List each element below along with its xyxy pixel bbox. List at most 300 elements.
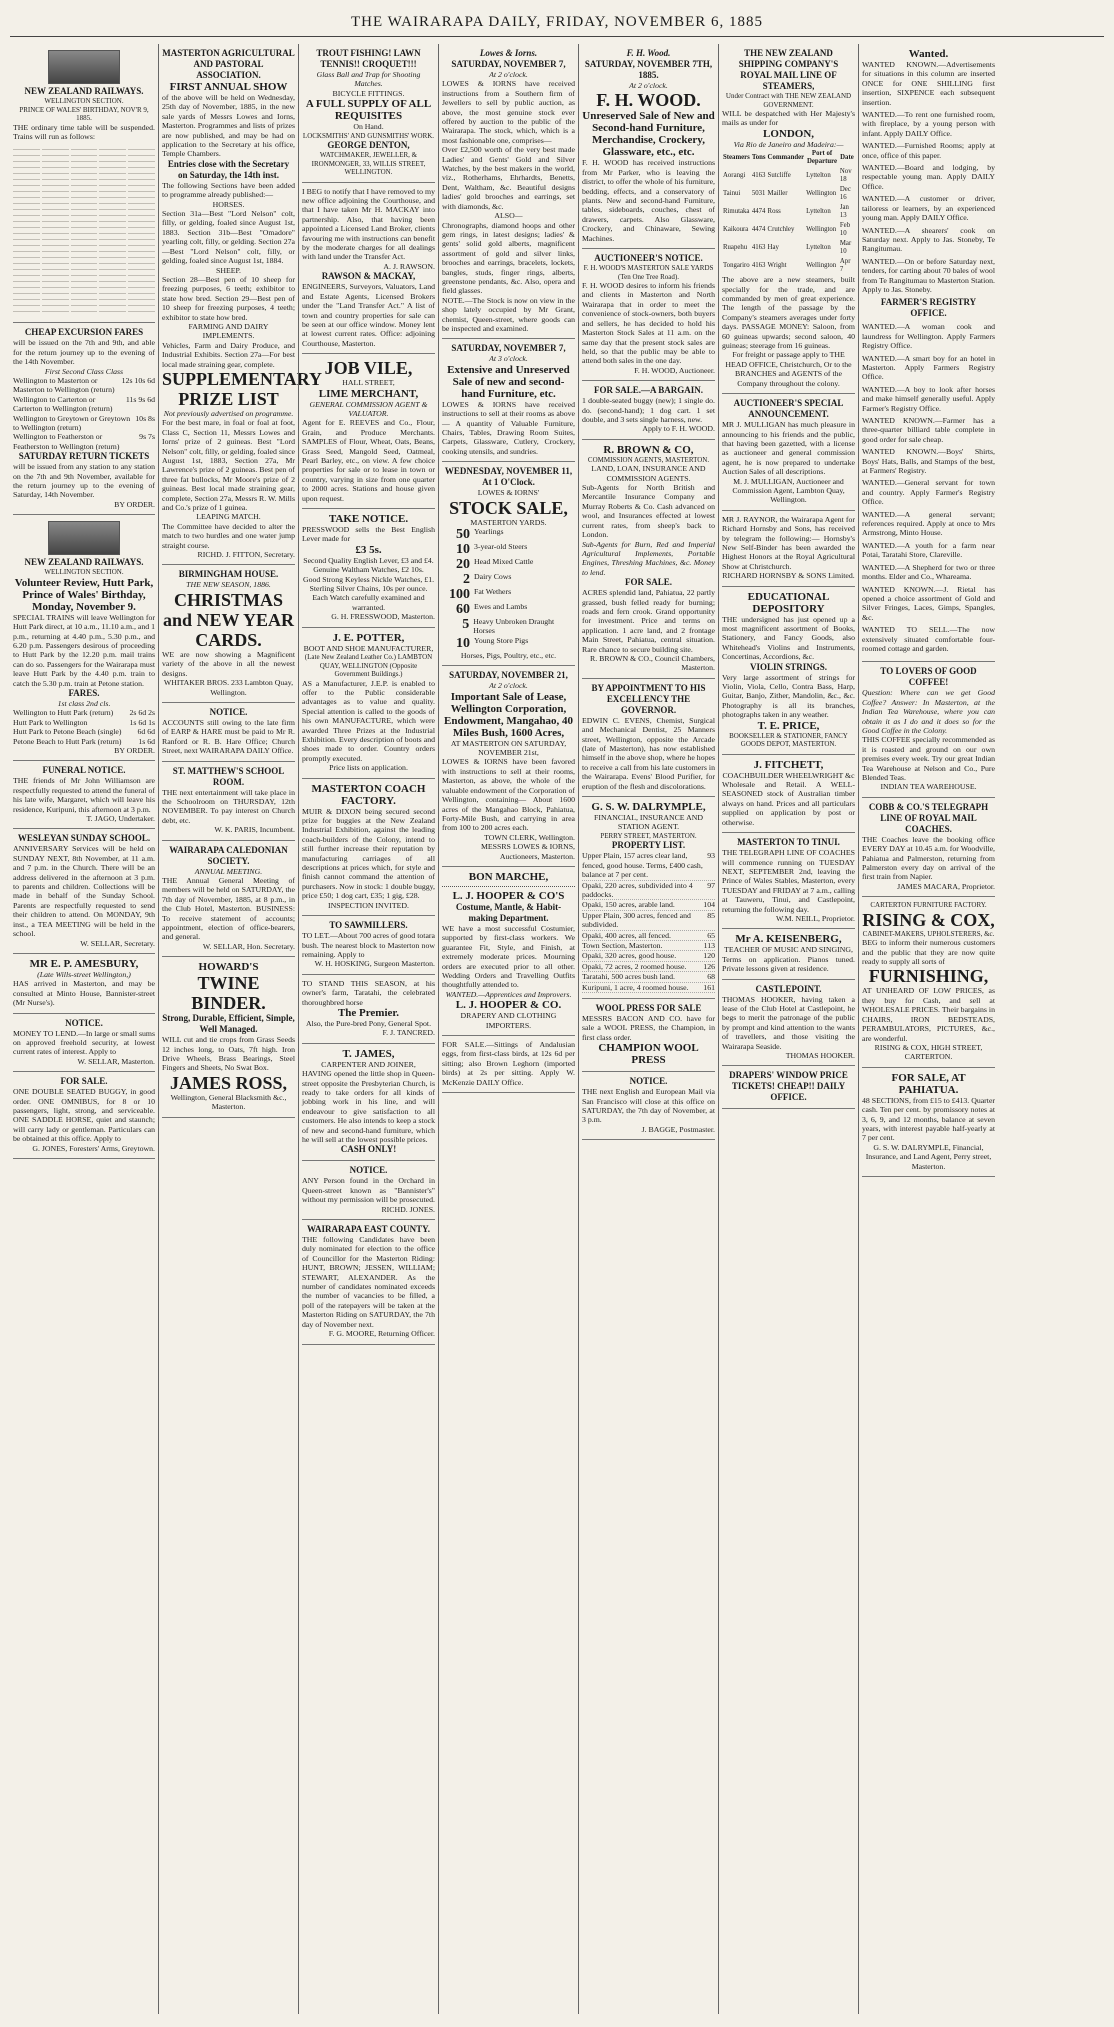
horses-title: HORSES.	[212, 199, 245, 209]
rising-sub: CABINET-MAKERS, UPHOLSTERERS, &c.	[862, 929, 995, 938]
amesbury-title: MR E. P. AMESBURY,	[29, 957, 139, 970]
excursion-text: will be issued on the 7th and 9th, and able for the return journey up to the evening of the 14th November.	[13, 338, 155, 367]
stock-row: 100 Fat Wethers	[449, 587, 512, 603]
note: NOTE.—The Stock is now on view in the shop lately occupied by Mr Grant, chemist, Queen-street, where goods can be inspected and examined.	[442, 295, 575, 333]
east-text: THE following Candidates have been duly nominated for election to the office of Councillor for the Masterton Riding: HUNT, BROWN; JESSEN, WILLIAM; STEWART, ALEXANDER. As the number of candidates nominated exceeds the number of vacancies to be filled, a poll of the ratepayers will be taken at the Masterton Riding on SATURDAY, the 7th day of November next.	[302, 1235, 435, 1329]
castlepoint-ad	[722, 980, 855, 1067]
lime-sub: GENERAL COMMISSION AGENT & VALUATOR.	[309, 399, 428, 418]
ext-title: Extensive and Unreserved Sale of new and second-hand Furniture, etc.	[447, 363, 570, 400]
mulligan-sign: M. J. MULLIGAN, Auctioneer and Commission Agent, Lambton Quay, Wellington.	[732, 476, 845, 505]
keisenberg-ad	[722, 929, 855, 979]
fare-header: First Second Class Class	[44, 366, 124, 376]
review-text: SPECIAL TRAINS will leave Wellington for Hutt Park direct, at 10 a.m., 11.10 a.m., and 1 p.m., returning at 4.40 p.m., 5.30 p.m., and 6.20 p.m. Passengers desirous of proceeding to Hutt Park by the 12.20 p.m. mail trains can do so. Passengers for the Wairarapa must leave Hutt Park by the 4.40 p.m. train to catch the 5.30 p.m. train at Petone station.	[13, 612, 155, 688]
lease-sub: AT MASTERTON ON SATURDAY, NOVEMBER 21st,	[450, 738, 567, 758]
rising-head: CARTERTON FURNITURE FACTORY.	[870, 901, 987, 910]
james-title: T. JAMES,	[342, 1047, 395, 1060]
twine-text: WILL cut and tie crops from Grass Seeds 12 inches long, to Oats, 7ft high. Iron Drive Wheels, Brass Bearings, Steel Fingers and Sheets, No Swat Box.	[162, 1035, 295, 1073]
london: LONDON,	[762, 127, 815, 140]
castle-text: THOMAS HOOKER, having taken a lease of the Club Hotel at Castlepoint, he begs to merit the patronage of the public by prompt and kind attention to the wants of travellers, and those visiting the Wairarapa Seaside.	[722, 994, 855, 1051]
castle-sign: THOMAS HOOKER.	[785, 1051, 855, 1060]
cobb-title: COBB & CO.'S TELEGRAPH LINE OF ROYAL MAIL COACHES.	[868, 801, 989, 834]
sheep-text: Section 28—Best pen of 10 sheep for freezing purposes, 6 teeth; exhibitor to state how bred. Section 29—Best pen of 10 sheep for freezing purposes, 4 teeth; exhibitor to state how bred.	[162, 274, 295, 322]
wesleyan-sign: W. SELLAR, Secretary.	[80, 938, 155, 948]
wanted-item: WANTED.—A smart boy for an hotel in Masterton. Apply Farmers Registry Office.	[862, 353, 995, 382]
brown-ad	[582, 440, 715, 679]
wood-title: F. H. WOOD.	[596, 90, 701, 111]
price-title: T. E. PRICE,	[757, 719, 820, 732]
brown-sign: R. BROWN & CO., Council Chambers, Masterton.	[590, 653, 715, 673]
twine-sub: Strong, Durable, Efficient, Simple, Well Managed.	[162, 1013, 295, 1035]
funeral-notice	[13, 761, 155, 829]
railways-title: NEW ZEALAND RAILWAYS.	[24, 557, 144, 568]
forsale-ad	[13, 1072, 155, 1159]
keis-sub: TEACHER OF MUSIC AND SINGING,	[724, 945, 853, 955]
potter-sub2: (Late New Zealand Leather Co.) LAMBTON QUAY, WELLINGTON (Opposite Government Buildings.)	[304, 653, 433, 679]
stand-text: TO STAND THIS SEASON, at his owner's farm, Taratahi, the celebrated thoroughbred horse	[302, 978, 435, 1007]
shipping-title: THE NEW ZEALAND SHIPPING COMPANY'S ROYAL MAIL LINE OF STEAMERS,	[738, 48, 839, 91]
shipping-sign: For freight or passage apply to THE HEAD OFFICE, Christchurch, Or to the BRANCHES and AGENTS of the Company throughout the colony.	[725, 350, 852, 388]
amesbury-ad	[13, 954, 155, 1014]
eggs-forsale	[442, 1036, 575, 1093]
bargain-text: 1 double-seated buggy (new); 1 single do. do. (second-hand); 1 dog cart. 1 set double, and 3 sets single harness, new.	[582, 396, 715, 424]
wanted-item: WANTED.—A shearers' cook on Saturday next. Apply to Jas. Stoneby, Te Rangitumau.	[862, 225, 995, 254]
lease-sign2: MESSRS LOWES & IORNS, Auctioneers, Masterton.	[480, 842, 575, 861]
funeral-title: FUNERAL NOTICE.	[42, 765, 126, 776]
saturday-text: will be issued from any station to any station on the 7th and 9th November, available for the return journey up to the evening of Saturday, 14th November.	[13, 462, 155, 500]
premier-sub: Also, the Pure-bred Pony, General Spot.	[305, 1018, 432, 1028]
fare-row: Hutt Park to Wellington 1s 6d 1s	[13, 717, 155, 727]
ross-sub: Wellington, General Blacksmith &c., Masterton.	[170, 1092, 287, 1112]
stock-sale	[442, 462, 575, 666]
violin-title: VIOLIN STRINGS.	[749, 661, 828, 672]
sale-text: 48 SECTIONS, from £15 to £413. Quarter cash. Ten per cent. by promissory notes at 3, 6, 9, and 12 months, balance at seven years, with interest payable half-yearly at 7 per cent.	[862, 1095, 995, 1143]
fare-row: Hutt Park to Petone Beach (single) 6d 6d	[13, 727, 155, 737]
horses-text: Section 31a—Best "Lord Nelson" colt, filly, or gelding, foaled since August 1st, 1883. Section 31b—Best "Omadore" yearling colt, filly, or gelding. Section 27a—Best "Lord Nelson" colt, filly, or gelding, foaled since August 1st, 1884.	[162, 209, 295, 266]
bon-marche-ad	[442, 867, 575, 1036]
sat-sub: At 2 o'clock.	[489, 70, 528, 79]
birm-sub: THE NEW SEASON, 1886.	[186, 580, 271, 590]
east-sign: F. G. MOORE, Returning Officer.	[328, 1329, 435, 1339]
potter-sign: Price lists on application.	[329, 763, 408, 773]
potter-sub: BOOT AND SHOE MANUFACTURER,	[303, 643, 434, 653]
auction-notice	[582, 249, 715, 381]
caledonian-sub: ANNUAL MEETING.	[194, 866, 263, 876]
farming-title: FARMING AND DAIRY IMPLEMENTS.	[188, 321, 269, 341]
xmas-text: WE are now showing a Magnificent variety of the above in all the newest designs.	[162, 649, 295, 678]
rawson2-title: RAWSON & MACKAY,	[321, 271, 416, 282]
denton-sub: WATCHMAKER, JEWELLER, & IRONMONGER, 33, WILLIS STREET, WELLINGTON.	[311, 151, 426, 177]
price-line: Good Strong Keyless Nickle Watches, £1.	[302, 574, 435, 584]
column-5	[578, 44, 718, 2014]
wanted-item: WANTED KNOWN.—J. Rietal has opened a choice assortment of Gold and Silver Fringes, Laces, Gimps, Spangles, &c.	[862, 584, 995, 622]
shipping-text2: The above are a new steamers, built specially for the trade, and are commanded by men of great experience. The length of the passage by the Company's steamers averages under forty days. PASSAGE MONEY: Saloon, from 60 guineas upwards; second saloon, 40 guineas; steerage from 16 guineas.	[722, 275, 855, 351]
wanted-app: WANTED.—Apprentices and Improvers.	[445, 989, 572, 999]
potter-text: AS a Manufacturer, J.E.P. is enabled to offer to the Public considerable advantages as to value and quality. Special attention is called to the goods of his own MANUFACTURE, which were awarded Three Prizes at the Industrial Exhibition. Every description of boots and shoes made to order. Country orders promptly executed.	[302, 678, 435, 763]
property-row: Upper Plain, 300 acres, fenced and subdivided. 85	[582, 910, 715, 930]
wanted-item: WANTED.—To rent one furnished room, with fireplace, by a young person with infant. Apply DAILY Office.	[862, 110, 995, 138]
sale-title: FOR SALE, AT PAHIATUA.	[891, 1071, 966, 1096]
lime-text: Agent for E. REEVES and Co., Flour, Grain, and Produce Merchants. SAMPLES of Flour, Wheat, Oats, Beans, Grass Seed, Mangold Seed, Oatmeal, Pearl Barley, etc., on view. A few choice properties for sale or to lease in town or country, varying in size from one quarter to 2000 acres. Stations and house given upon request.	[302, 418, 435, 503]
mulligan-title: AUCTIONEER'S SPECIAL ANNOUNCEMENT.	[733, 398, 844, 420]
wanted-item: WANTED.—Furnished Rooms; apply at once, office of this paper.	[862, 141, 995, 160]
property-row: Opaki, 320 acres, good house. 120	[582, 951, 715, 961]
tinui-title: MASTERTON TO TINUI.	[737, 837, 840, 848]
notice-text: ANY Person found in the Orchard in Queen-street known as "Bannister's" without my permission will be prosecuted.	[302, 1176, 435, 1205]
fitchett-ad	[722, 755, 855, 833]
rawson-text: I BEG to notify that I have removed to my new office adjoining the Courthouse, and that I have taken Mr H. MACKAY into partnership. Also, that having been appointed a Licensed Land Broker, clients favouring me with instructions can benefit by the moderate charges for all dealings with land under the Transfer Act.	[302, 186, 435, 262]
sheep-title: SHEEP.	[216, 265, 241, 275]
castle-title: CASTLEPOINT.	[755, 983, 822, 994]
excursion-fares	[13, 323, 155, 515]
money-notice	[13, 1014, 155, 1073]
coach-text: MUIR & DIXON being secured second prize for buggies at the New Zealand Industrial Exhibition, against the leading coach-builders of the Colony, intend to still further increase their reputation by manufacturing carriages of all descriptions at prices which, for style and finish cannot command the attention of purchasers. Now in stock: 1 double buggy, price £50; 1 dog cart, £35; 1 gig, £28.	[302, 806, 435, 901]
wanted-title: Wanted.	[908, 48, 949, 60]
window-tickets-ad	[722, 1066, 855, 1109]
railways-ad-1	[13, 44, 155, 323]
railways-title: NEW ZEALAND RAILWAYS.	[24, 86, 144, 96]
dalrymple-sub2: PERRY STREET, MASTERTON.	[600, 831, 697, 840]
sat3-title: SATURDAY, NOVEMBER 21,	[449, 670, 568, 681]
lowes-text: LOWES & IORNS have received instructions from a Southern firm of Jewellers to sell by public auction, as above, the most genuine stock ever offered by auction to the public of the Wairarapa. The stock, which, which is a most fashionable one, comprises—	[442, 79, 575, 145]
stock-row: 10 Young Store Pigs	[456, 635, 529, 651]
wood-sale-title: Unreserved Sale of New and Second-hand Furniture, Merchandise, Crockery, Glassware, etc., etc.	[582, 110, 715, 159]
coffee-ad	[862, 662, 995, 797]
stock-row: 10 3-year-old Steers	[456, 542, 528, 558]
fare-row: Wellington to Featherston or Featherston to Wellington (return) 9s 7s	[13, 432, 155, 451]
violin-text: Very large assortment of strings for Violin, Viola, Cello, Contra Bass, Harp, Guitar, Banjo, Zither, Mandolin, &c., &c. Photography is all its branches, photographs taken in any weather.	[722, 672, 855, 720]
timetable-grid	[13, 144, 155, 314]
wood-date: SATURDAY, NOVEMBER 7TH, 1885.	[584, 59, 713, 80]
also: ALSO—	[494, 211, 523, 221]
sawmill-ad	[302, 916, 435, 975]
brown-land: LAND, LOAN, INSURANCE AND COMMISSION AGENTS.	[591, 464, 706, 483]
stock-extra: Horses, Pigs, Poultry, etc., etc.	[460, 650, 557, 660]
potter-ad	[302, 628, 435, 779]
by-order: BY ORDER.	[114, 499, 155, 509]
rawson-sign: A. J. RAWSON.	[383, 261, 435, 271]
stock-sub: MASTERTON YARDS.	[470, 517, 547, 527]
accounts-notice	[162, 703, 295, 762]
property-row: Town Section, Masterton. 113	[582, 941, 715, 950]
orchard-notice	[302, 1161, 435, 1220]
stock-row: 2 Dairy Cows	[463, 572, 512, 588]
property-row: Opaki, 220 acres, subdivided into 4 paddocks. 97	[582, 880, 715, 899]
rising-text: BEG to inform their numerous customers and the public that they are now quite ready to supply all sorts of	[862, 938, 995, 967]
full-supply: A FULL SUPPLY OF ALL REQUISITES	[305, 98, 432, 123]
take-text2: Each Watch carefully examined and warranted.	[312, 593, 425, 612]
wanted-item: FARMER'S REGISTRY OFFICE.	[880, 297, 977, 319]
lowes-text3: Chronographs, diamond hoops and other gem rings, in latest designs; ladies' & gents' solid gold alberts, magnificent assortment of gold and silver links, brooches and earrings, bracelets, lockets, bangles, studs, finger rings, alberts, greenstone pendants, &c. Also, opera and field glasses.	[442, 220, 575, 296]
column-6	[718, 44, 858, 2014]
furnishing: FURNISHING,	[868, 966, 989, 987]
dentist-ad	[582, 679, 715, 797]
sale-sign: G. S. W. DALRYMPLE, Financial, Insurance, and Land Agent, Perry street, Masterton.	[865, 1142, 992, 1171]
brown-text: Sub-Agents for North British and Mercantile Insurance Company and Murray Roberts & Co. Cash advanced on wool, and Insurances effected at lowest current rates, from sheep's back to London.	[582, 483, 715, 540]
auction-title: AUCTIONEER'S NOTICE.	[594, 253, 703, 264]
fares-title: FARES.	[68, 687, 100, 698]
rising-sign: RISING & COX, HIGH STREET, CARTERTON.	[874, 1042, 983, 1062]
pahiatua-sale	[862, 1068, 995, 1177]
stock-title: STOCK SALE,	[449, 497, 568, 518]
railway-engraving	[48, 521, 120, 555]
wanted-item: WANTED.—A youth for a farm near Potai, Taratahi Store, Clareville.	[862, 540, 995, 560]
property-row: Opaki, 400 acres, all fenced. 65	[582, 930, 715, 940]
stock-row: 20 Head Mixed Cattle	[456, 557, 534, 573]
by-order: BY ORDER.	[114, 746, 155, 755]
rising-cox-ad	[862, 897, 995, 1067]
ship-head-row: Steamers Tons Commander Port of Departure Date	[723, 150, 854, 166]
auction-sub: F. H. WOOD'S MASTERTON SALE YARDS (Ten One Tree Road).	[583, 264, 714, 281]
ship-row: Ruapehu 4163 Hay Lyttelton Mar 10	[723, 240, 852, 256]
property-title: PROPERTY LIST.	[611, 840, 686, 851]
ship-row: Kaikoura 4474 Crutchley Wellington Feb 10	[723, 222, 851, 238]
bicycle: BICYCLE FITTINGS.	[332, 88, 405, 98]
bon-title: BON MARCHE,	[468, 870, 549, 883]
twine-title: TWINE BINDER.	[191, 973, 266, 1014]
brown-title: R. BROWN & CO,	[603, 443, 694, 456]
hooper2-title: L. J. HOOPER & CO.	[455, 999, 562, 1012]
howard-title: HOWARD'S	[198, 961, 259, 974]
notice-sign: RICHD. JONES.	[381, 1204, 435, 1214]
edu-title: EDUCATIONAL DEPOSITORY	[747, 590, 830, 615]
ship-row: Tainui 5031 Mailler Wellington Dec 16	[723, 186, 851, 202]
head1: TROUT FISHING! LAWN TENNIS!! CROQUET!!!	[316, 48, 421, 69]
caledonian-notice	[162, 841, 295, 958]
birmingham-ad	[162, 565, 295, 702]
hooper-title: L. J. HOOPER & CO'S	[452, 889, 565, 902]
fitchett-sub: COACHBUILDER WHEELWRIGHT &c	[722, 770, 855, 780]
wool-text: MESSRS BACON AND CO. have for sale a WOOL PRESS, the Champion, in first class order.	[582, 1014, 715, 1042]
forsale-sign: G. JONES, Foresters' Arms, Greytown.	[32, 1143, 155, 1153]
sawmill-text: TO LET.—About 700 acres of good totara bush. The nearest block to Masterton now remaining. Apply to	[302, 931, 435, 959]
lease-title: Important Sale of Lease, Wellington Corporation, Endowment, Mangahao, 40 Miles Bush, 1600 Acres,	[444, 690, 573, 739]
harnett-text: MR J. RAYNOR, the Wairarapa Agent for Richard Hornsby and Sons, has received by telegram the following:— Hornsby's New Self-Binder has been awarded the Highest Honors at the Royal Agricultural Show at Christchurch.	[722, 514, 855, 571]
rawson2-text: ENGINEERS, Surveyors, Valuators, Land and Estate Agents, Licensed Brokers under the "Land Transfer Act." A list of town and country properties for sale can be seen at our office window. Money lent at lowest current rates. Office: adjoining Courthouse, Masterton.	[302, 282, 435, 348]
railways-section: WELLINGTON SECTION.	[44, 97, 124, 105]
forsale-text: ONE DOUBLE SEATED BUGGY, in good order. ONE OMNIBUS, for 8 or 10 passengers, light, strong, and serviceable. ONE SADDLE HORSE, quiet and staunch; will carry lady or gentleman. Particulars can be obtained at this office. Apply to	[13, 1087, 155, 1144]
mulligan-text: MR J. MULLIGAN has much pleasure in announcing to his friends and the public, that having been gazetted, with a license as auctioneer and general commission agent, he is now prepared to undertake Auction Sales of all descriptions.	[722, 420, 855, 477]
review-title: Volunteer Review, Hutt Park, Prince of Wales' Birthday, Monday, November 9.	[14, 576, 154, 613]
stock-row: 60 Ewes and Lambs	[456, 602, 528, 618]
wanted-item: WANTED.—A Shepherd for two or three months. Elder and Co., Whareama.	[862, 562, 995, 582]
lease-text: LOWES & IORNS have been favored with instructions to sell at their rooms, Masterton, as above, the whole of the valuable endowment of the Corporation of Wellington, containing— About 1600 acres of the Mangahao Block, Pahiatua, Forty-Mile Bush, and carrying in area from 100 to 200 acres each.	[442, 757, 575, 833]
caledonian-sign: W. SELLAR, Hon. Secretary.	[202, 941, 295, 951]
wood-sub: At 2 o'clock.	[629, 81, 668, 90]
locksmiths: LOCKSMITHS' AND GUNSMITHS' WORK.	[302, 131, 435, 140]
east-title: WAIRARAPA EAST COUNTY.	[306, 1224, 431, 1235]
brown-sale: FOR SALE.	[624, 577, 672, 588]
denton-ad	[302, 44, 435, 183]
wanted-section	[862, 44, 995, 662]
shipping-ad	[722, 44, 855, 394]
take-sign: G. H. FRESSWOOD, Masterton.	[331, 612, 435, 622]
coffee-title: TO LOVERS OF GOOD COFFEE!	[880, 666, 977, 688]
school-title: ST. MATTHEW'S SCHOOL ROOM.	[172, 765, 285, 787]
keis-title: Mr A. KEISENBERG,	[735, 933, 842, 946]
lease-sale	[442, 666, 575, 867]
notice-sign: W. SELLAR, Masterton.	[77, 1056, 155, 1066]
lime-title: LIME MERCHANT,	[318, 387, 419, 400]
fitchett-text: Wholesale and Retail. A WELL-SEASONED stock of Australian timber always on hand. Prices and all particulars supplied on application by post or otherwise.	[722, 780, 855, 827]
furniture-sale	[442, 339, 575, 462]
shipping-text: WILL be despatched with Her Majesty's mails as under for	[722, 109, 855, 128]
excursion-title: CHEAP EXCURSION FARES	[24, 327, 144, 338]
dalrymple-sub: FINANCIAL, INSURANCE AND STATION AGENT.	[594, 813, 703, 832]
fare-row: Wellington to Masterton or Masterton to Wellington (return) 12s 10s 6d	[13, 375, 155, 395]
show-text: of the above will be held on Wednesday, 25th day of November, 1885, in the new sale yards of Messrs Lowes and Iorns, Masterton. Programmes and lists of prizes are now published, and may be had on application to the Secretary at his office, Temple Chambers.	[162, 93, 295, 159]
jobvile-sub: HALL STREET,	[342, 378, 395, 388]
ship-row: Aorangi 4163 Sutcliffe Lyttelton Nov 18	[723, 168, 852, 184]
fare-row: Petone Beach to Hutt Park (return) 1s 6d	[13, 736, 155, 746]
mail-notice	[582, 1072, 715, 1140]
london-sub: Via Rio de Janeiro and Madeira:—	[733, 139, 844, 149]
potter-title: J. E. POTTER,	[332, 631, 405, 644]
hooper2-sub: DRAPERY AND CLOTHING IMPORTERS.	[460, 1011, 557, 1030]
head1-sub: Glass Ball and Trap for Shooting Matches.	[316, 70, 421, 89]
leaping-title: LEAPING MATCH.	[196, 512, 261, 522]
shipping-sub: Under Contract with THE NEW ZEALAND GOVERNMENT.	[725, 92, 852, 109]
wanted-item: WANTED.—On or before Saturday next, tenders, for carting about 70 bales of wool from Te Rangitumau to Masterton Station. Apply to Jas. Stoneby.	[862, 256, 995, 294]
fitchett-title: J. FITCHETT,	[753, 758, 824, 771]
notice-text: MONEY TO LEND.—In large or small sums on approved freehold security, at lowest current rates of interest. Apply to	[13, 1028, 155, 1057]
railways-section: WELLINGTON SECTION.	[44, 568, 124, 577]
railways-ad-2	[13, 515, 155, 761]
supp-title: SUPPLEMENTARY PRIZE LIST	[162, 368, 323, 409]
wool-title: WOOL PRESS FOR SALE	[595, 1003, 702, 1014]
property-list	[582, 851, 715, 993]
funeral-sign: T. JAGO, Undertaker.	[86, 814, 155, 824]
column-4	[438, 44, 578, 2014]
farming-text: Vehicles, Farm and Dairy Produce, and Industrial Exhibits. Section 27a—For best local made straining gear, complete.	[162, 340, 295, 369]
lowes-text2: Over £2,500 worth of the very best made Ladies' and Gents' Gold and Silver Watches, by the best makers in the world, viz., Rotherhams, Ehrhardts, Benetts, Dent, Waltham, &c. Beautiful designs ladies' gold brooches and earrings, set with diamonds, &c.	[442, 145, 575, 211]
column-1	[10, 44, 158, 2014]
stock-row: 50 Yearlings	[456, 527, 504, 543]
birm-title: BIRMINGHAM HOUSE.	[178, 569, 279, 580]
caledonian-text: THE Annual General Meeting of members will be held on SATURDAY, the 7th day of November, 1885, at 8 p.m., in the Club Hotel, Masterton. BUSINESS: To receive statement of accounts; appointment, election of office-bearers, and general.	[162, 875, 295, 942]
james-sub: CARPENTER AND JOINER,	[321, 1059, 416, 1069]
sat-title: SATURDAY, NOVEMBER 7,	[451, 59, 566, 69]
wanted-item: WANTED.—A general servant; references required. Apply at once to Mrs Armstrong, Minto House.	[862, 509, 995, 538]
price-line: Genuine Waltham Watches, £2 10s.	[313, 565, 424, 575]
wool-press-ad	[582, 999, 715, 1072]
wanted-item: WANTED.—A woman cook and laundress for Wellington. Apply Farmers Registry Office.	[862, 322, 995, 351]
take-text: PRESSWOOD sells the Best English Lever made for	[302, 525, 435, 544]
school-text: THE next entertainment will take place in the Schoolroom on THURSDAY, 12th NOVEMBER. To pay interest on Church debt, etc.	[162, 787, 295, 825]
premier-ad	[302, 975, 435, 1044]
east-county-notice	[302, 1220, 435, 1344]
notice-text: THE next English and European Mail via San Francisco will close at this office on SATURDAY, the 7th day of November, at 3 p.m.	[582, 1087, 715, 1125]
forsale-text: FOR SALE.—Sittings of Andalusian eggs, from first-class birds, at 12s 6d per sitting; also Brown Leghorn (imported birds) at 2s per sitting. Apply W. McKenzie DAILY Office.	[442, 1040, 575, 1087]
notice-title: NOTICE.	[209, 706, 248, 717]
cash-only: CASH ONLY!	[340, 1144, 397, 1155]
railway-engraving	[48, 50, 120, 84]
amesbury-sub: (Late Wills-street Wellington,)	[37, 969, 131, 979]
bargain-ad	[582, 381, 715, 440]
supp-text: For the best mare, in foal or foal at foot, Class C, Section 11, Messrs Lowes and Iorns' prize of 2 guineas. Best "Lord Nelson" colt, filly, or gelding, foaled since August 1st, 1883, Section 27a, Mr Lawrence's prize of 2 guineas. Best pen of three fat bullocks, Mr Moore's prize of 2 guineas. Best local made straining gear, complete, Section 27a, Messrs R. W. Mills and Co.'s prize of 1 guinea.	[162, 418, 295, 513]
premier-title: The Premier.	[337, 1006, 400, 1019]
ship-row: Tongariro 4163 Wright Wellington Apr 7	[723, 258, 851, 274]
column-7	[858, 44, 998, 2014]
rising-title: RISING & COX,	[862, 909, 995, 930]
show-ad	[162, 44, 323, 565]
harnett-sign: RICHARD HORNSBY & SONS Limited.	[722, 571, 855, 581]
coffee-text: THIS COFFEE specially recommended as it is roasted and ground on our own premises every week. Try our great Indian Tea Warehouse at Nelson and Co., Pure Blended Teas.	[862, 735, 995, 782]
auction-text: F. H. WOOD desires to inform his friends and clients in Masterton and North Wairarapa that in order to meet the convenience of stock-owners, both buyers and sellers, he has decided to hold his Masterton Stock Sales at 11 a.m. on the same day that the present stock sales are held, so that the public may be able to attend both sales in the one day.	[582, 281, 715, 366]
jobvile-title: JOB VILE,	[324, 358, 413, 379]
take-title: TAKE NOTICE.	[328, 513, 409, 525]
jewellery-sale	[442, 44, 575, 339]
james-ad	[302, 1044, 435, 1162]
price-sub: BOOKSELLER & STATIONER, FANCY GOODS DEPOT, MASTERTON.	[729, 731, 848, 749]
cobb-ad	[862, 798, 995, 897]
ext-text: LOWES & IORNS have received instructions to sell at their rooms as above— A quantity of Valuable Furniture, Chairs, Tables, Drawing Room Suites, Carpets, Glassware, Cutlery, Crockery, cooking utensils, and sundries.	[442, 399, 575, 456]
school-notice	[162, 762, 295, 841]
hooper-sub: Costume, Mantle, & Habit-making Department.	[455, 901, 562, 923]
wesleyan-title: WESLEYAN SUNDAY SCHOOL.	[17, 833, 151, 844]
brown-text3: ACRES splendid land, Pahiatua, 22 partly grassed, bush felled ready for burning; roads and fern crook. Grand opportunity for investment. Price and terms on application. 1 acre land, and 2 frontage Main Street, Pahiatua, central situation. Rare chance to secure building site.	[582, 588, 715, 654]
cobb-sign: JAMES MACARA, Proprietor.	[897, 881, 995, 891]
property-row: Kuripuni, 1 acre, 4 roomed house. 161	[582, 982, 715, 992]
notice-sign: J. BAGGE, Postmaster.	[641, 1124, 715, 1134]
wanted-item: WANTED.—A boy to look after horses and make himself generally useful. Apply Farmer's Registry Office.	[862, 384, 995, 413]
james-text: HAVING opened the little shop in Queen-street opposite the Presbyterian Church, is ready to take orders for all kinds of jobbing work in his line, and will endeavour to give satisfaction to all customers. He also intends to keep a stock of new and second-hand furniture, which he will sell at the lowest possible prices.	[302, 1069, 435, 1144]
added-text: The following Sections have been added to programme already published:—	[162, 180, 295, 200]
tinui-sign: W.M. NEILL, Proprietor.	[776, 913, 855, 923]
show-title: FIRST ANNUAL SHOW	[169, 81, 288, 93]
dentist-title: BY APPOINTMENT TO HIS EXCELLENCY THE GOVERNOR.	[591, 682, 706, 715]
twine-binder-ad	[162, 957, 295, 1117]
wesleyan-notice	[13, 829, 155, 953]
notice-text: ACCOUNTS still owing to the late firm of EARP & HARE must be paid to Mr R. Ranford or R. B. Hare Office; Church Street, next WAIRARAPA DAILY Office.	[162, 717, 295, 756]
supp-sub: Not previously advertised on programme.	[163, 408, 294, 418]
stock-row: 5 Heavy Unbroken Draught Horses	[462, 617, 555, 636]
bargain-title: FOR SALE.—A BARGAIN.	[593, 385, 703, 396]
property-row: Opaki, 150 acres, arable land. 104	[582, 900, 715, 910]
wood-head: F. H. Wood.	[626, 48, 671, 58]
coach-title: MASTERTON COACH FACTORY.	[311, 782, 426, 807]
dentist-text: EDWIN C. EVENS, Chemist, Surgical and Mechanical Dentist, 25 Manners street, Wellington, opposite the Arcade (late of Masterton), has now established himself in the above shop, where he hopes to receive a call from his late customers in the Wairarapa. Evens' Blood Purifier, for eruption of the flesh and discolorations.	[582, 715, 715, 791]
hornsby-ad	[722, 511, 855, 587]
divider	[442, 886, 575, 887]
mulligan-ad	[722, 394, 855, 511]
masthead: THE WAIRARAPA DAILY, FRIDAY, NOVEMBER 6, 1885	[350, 14, 764, 30]
property-row: Upper Plain, 157 acres clear land, fenced, good house. Terms, £400 cash, balance at 7 per cent. 93	[582, 851, 715, 880]
wanted-item: WANTED TO SELL.—The now extensively situated comfortable four-roomed cottage and garden.	[862, 625, 995, 653]
wed-title: WEDNESDAY, NOVEMBER 11, At 1 O'Clock.	[444, 466, 573, 488]
lowes-head: Lowes & Iorns.	[479, 48, 538, 58]
xmas-title: CHRISTMAS and NEW YEAR CARDS.	[162, 589, 295, 650]
ross-title: JAMES ROSS,	[169, 1072, 288, 1093]
coffee-sign: INDIAN TEA WAREHOUSE.	[880, 782, 977, 792]
property-row: Opaki, 72 acres, 2 roomed house. 126	[582, 961, 715, 971]
property-row: Taratahi, 500 acres bush land. 68	[582, 972, 715, 982]
sat2-title: SATURDAY, NOVEMBER 7,	[451, 343, 566, 354]
sawmill-sign: W. H. HOSKING, Surgeon Masterton.	[314, 959, 435, 969]
funeral-text: THE friends of Mr John Williamson are respectfully requested to attend the funeral of his late wife, Margaret, which will leave his residence, Kuripuni, this afternoon at 3 p.m.	[13, 776, 155, 814]
presswood-ad	[302, 509, 435, 628]
edu-text: THE undersigned has just opened up a most magnificent assortment of Books, Stationery, and Fancy Goods, also Whitehead's Violins and Instruments, Concertinas, Accordions, &c.	[722, 614, 855, 662]
dalrymple-ad	[582, 797, 715, 999]
fares-head: 1st class 2nd cls.	[57, 698, 111, 708]
lease-sign: TOWN CLERK, Wellington.	[484, 832, 575, 842]
price-line: Sterling Silver Chains, 10s per ounce.	[309, 584, 428, 594]
leaping-sign: RICHD. J. FITTON, Secretary.	[197, 550, 295, 560]
coffee-q: Question: Where can we get Good Coffee? Answer: In Masterton, at the Indian Tea Warehouse, where you can obtain it as I do and it does so for the Good Coffee in the Colony.	[862, 688, 995, 735]
masthead-rule	[10, 36, 1104, 37]
wanted-item: WANTED KNOWN.—Boys' Shirts, Boys' Hats, Balls, and Stamps of the best, at Farmers' Registry.	[862, 447, 995, 476]
railways-occasion: PRINCE OF WALES' BIRTHDAY, NOV'R 9, 1885.	[19, 105, 149, 122]
sat2-sub: At 3 o'clock.	[489, 354, 528, 364]
